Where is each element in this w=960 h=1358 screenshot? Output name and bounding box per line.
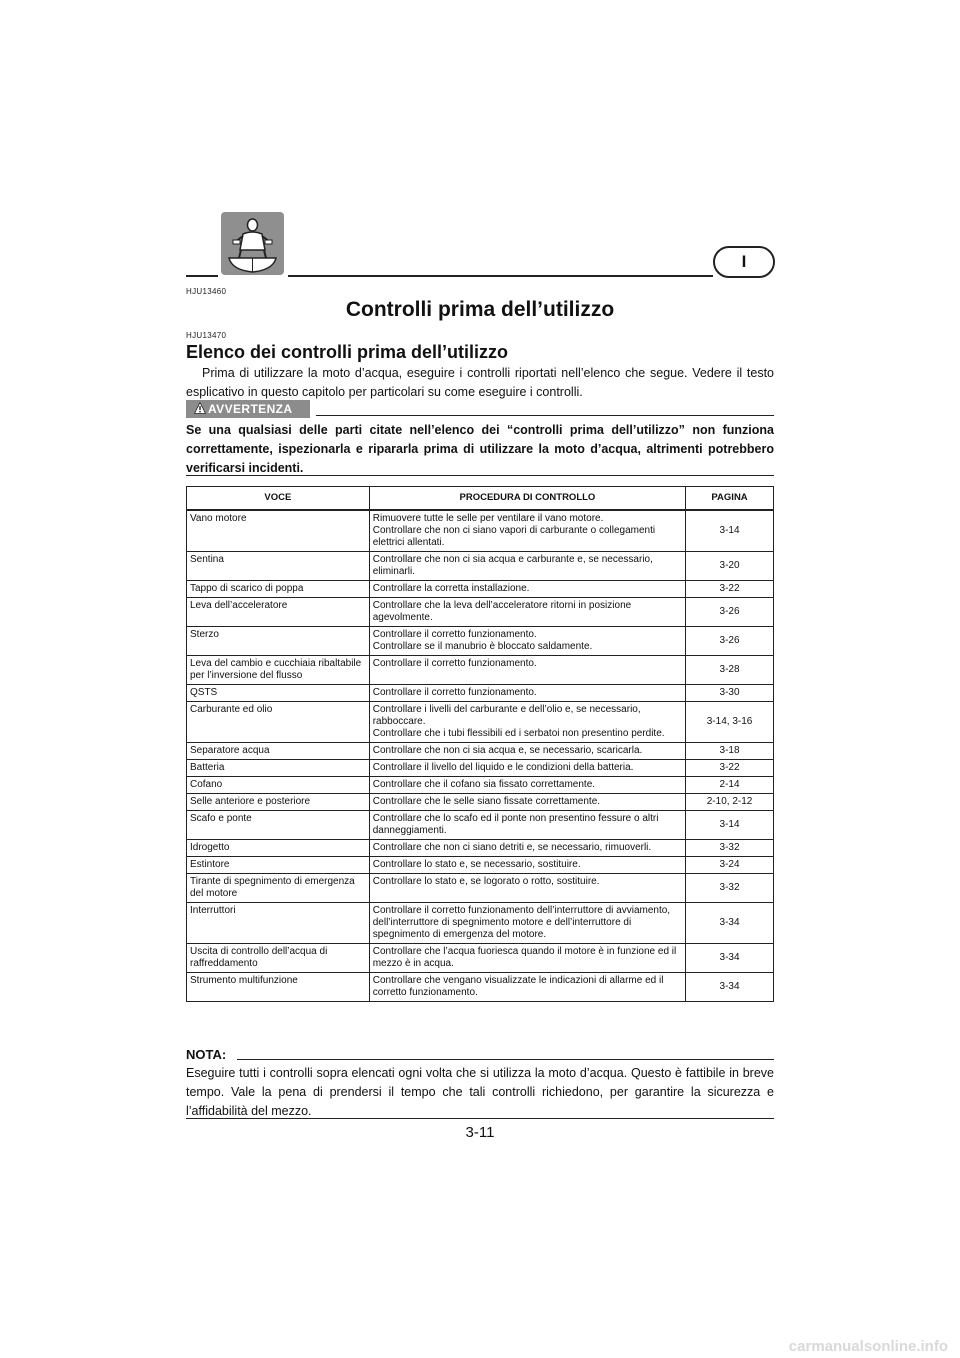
row-item-cell: Estintore [187, 857, 370, 874]
table-row [187, 627, 774, 656]
row-page-cell: 3-22 [686, 581, 774, 598]
table-row [187, 811, 774, 840]
header-pagina: PAGINA [686, 487, 774, 511]
checklist-table [186, 486, 774, 1002]
nota-label: NOTA: [186, 1047, 227, 1062]
table-row [187, 874, 774, 903]
row-page-cell: 3-18 [686, 743, 774, 760]
row-procedure-cell: Controllare la corretta installazione. [369, 581, 685, 598]
row-procedure-cell: Controllare lo stato e, se logorato o rotto, sostituire. [369, 874, 685, 903]
row-page-cell: 3-34 [686, 903, 774, 944]
row-item-cell: Uscita di controllo dell’acqua di raffreddamento [187, 944, 370, 973]
row-page-cell: 3-32 [686, 840, 774, 857]
row-page-cell: 3-32 [686, 874, 774, 903]
row-item-cell: Tirante di spegnimento di emergenza del motore [187, 874, 370, 903]
title-code: HJU13460 [186, 287, 227, 296]
row-procedure-cell: Controllare che il cofano sia fissato correttamente. [369, 777, 685, 794]
table-row [187, 944, 774, 973]
table-row [187, 794, 774, 811]
row-procedure-cell: Controllare il livello del liquido e le condizioni della batteria. [369, 760, 685, 777]
row-page-cell: 3-22 [686, 760, 774, 777]
row-procedure-cell: Controllare il corretto funzionamento. Controllare se il manubrio è bloccato saldamente. [369, 627, 685, 656]
row-page-cell: 3-24 [686, 857, 774, 874]
table-row [187, 656, 774, 685]
row-procedure-cell: Controllare che lo scafo ed il ponte non presentino fessure o altri danneggiamenti. [369, 811, 685, 840]
language-badge: I [713, 246, 775, 278]
row-page-cell: 3-28 [686, 656, 774, 685]
warning-badge [186, 400, 310, 418]
page-title: Controlli prima dell’utilizzo [345, 298, 615, 321]
header-rule-left [186, 275, 218, 277]
table-row [187, 857, 774, 874]
header-rule [288, 275, 713, 277]
nota-rule [237, 1059, 774, 1060]
row-item-cell: Selle anteriore e posteriore [187, 794, 370, 811]
row-item-cell: Strumento multifunzione [187, 973, 370, 1002]
section-title: Elenco dei controlli prima dell’utilizzo [186, 342, 509, 362]
rider-icon [221, 212, 284, 275]
warning-label: AVVERTENZA [208, 402, 293, 416]
table-row [187, 598, 774, 627]
table-row [187, 743, 774, 760]
row-procedure-cell: Controllare che non ci sia acqua e carburante e, se necessario, eliminarli. [369, 552, 685, 581]
row-procedure-cell: Controllare che l’acqua fuoriesca quando il motore è in funzione ed il mezzo è in acqua. [369, 944, 685, 973]
page-number: 3-11 [465, 1124, 495, 1141]
row-page-cell: 3-14, 3-16 [686, 702, 774, 743]
row-item-cell: Cofano [187, 777, 370, 794]
nota-text: Eseguire tutti i controlli sopra elencati ogni volta che si utilizza la moto d’acqua. Questo è fattibile in breve tempo. Vale la pena di prendersi il tempo che tali controlli richiedono, per garantire la sicurezza e l’affidabilità del mezzo. [186, 1066, 774, 1118]
row-item-cell: Separatore acqua [187, 743, 370, 760]
table-row [187, 903, 774, 944]
row-procedure-cell: Controllare che non ci sia acqua e, se necessario, scaricarla. [369, 743, 685, 760]
table-row [187, 685, 774, 702]
row-page-cell: 3-26 [686, 598, 774, 627]
intro-paragraph: Prima di utilizzare la moto d’acqua, eseguire i controlli riportati nell’elenco che segue. Vedere il testo esplicativo in questo capitolo per particolari su come eseguire i controlli. [186, 366, 774, 399]
row-page-cell: 3-14 [686, 510, 774, 552]
row-page-cell: 3-14 [686, 811, 774, 840]
row-item-cell: Idrogetto [187, 840, 370, 857]
row-procedure-cell: Controllare che vengano visualizzate le indicazioni di allarme ed il corretto funzionamento. [369, 973, 685, 1002]
row-procedure-cell: Controllare il corretto funzionamento. [369, 656, 685, 685]
row-page-cell: 3-30 [686, 685, 774, 702]
warning-bottom-rule [186, 475, 774, 476]
row-page-cell: 3-20 [686, 552, 774, 581]
row-item-cell: Batteria [187, 760, 370, 777]
row-item-cell: QSTS [187, 685, 370, 702]
table-row [187, 581, 774, 598]
row-page-cell: 3-26 [686, 627, 774, 656]
row-procedure-cell: Rimuovere tutte le selle per ventilare il vano motore. Controllare che non ci siano vapori di carburante o collegamenti elettrici allentati. [369, 510, 685, 552]
row-item-cell: Interruttori [187, 903, 370, 944]
row-item-cell: Leva del cambio e cucchiaia ribaltabile per l’inversione del flusso [187, 656, 370, 685]
header-voce: VOCE [187, 487, 370, 511]
section-code: HJU13470 [186, 331, 227, 340]
warning-rule [316, 415, 774, 416]
table-row [187, 552, 774, 581]
watermark: carmanualsonline.info [788, 1338, 948, 1355]
row-item-cell: Tappo di scarico di poppa [187, 581, 370, 598]
row-procedure-cell: Controllare il corretto funzionamento dell’interruttore di avviamento, dell’interruttore di spegnimento motore e dell’interruttore di spegnimento di emergenza del motore. [369, 903, 685, 944]
row-procedure-cell: Controllare lo stato e, se necessario, sostituire. [369, 857, 685, 874]
warning-text: Se una qualsiasi delle parti citate nell’elenco dei “controlli prima dell’utilizzo” non funziona correttamente, ispezionarla e ripararla prima di utilizzare la moto d’acqua, altrimenti potrebbero verificarsi incidenti. [186, 423, 774, 475]
table-row [187, 777, 774, 794]
table-row [187, 760, 774, 777]
row-item-cell: Carburante ed olio [187, 702, 370, 743]
row-item-cell: Scafo e ponte [187, 811, 370, 840]
row-page-cell: 2-10, 2-12 [686, 794, 774, 811]
table-header-row [187, 487, 774, 511]
warning-triangle-icon [194, 402, 206, 414]
row-item-cell: Sentina [187, 552, 370, 581]
row-procedure-cell: Controllare il corretto funzionamento. [369, 685, 685, 702]
row-page-cell: 3-34 [686, 973, 774, 1002]
header-procedura: PROCEDURA DI CONTROLLO [369, 487, 685, 511]
table-row [187, 973, 774, 1002]
row-item-cell: Leva dell’acceleratore [187, 598, 370, 627]
row-procedure-cell: Controllare che non ci siano detriti e, se necessario, rimuoverli. [369, 840, 685, 857]
row-page-cell: 3-34 [686, 944, 774, 973]
row-item-cell: Sterzo [187, 627, 370, 656]
row-page-cell: 2-14 [686, 777, 774, 794]
row-procedure-cell: Controllare che la leva dell’acceleratore ritorni in posizione agevolmente. [369, 598, 685, 627]
table-row [187, 702, 774, 743]
row-procedure-cell: Controllare i livelli del carburante e dell’olio e, se necessario, rabboccare. Controllare che i tubi flessibili ed i serbatoi non presentino perdite. [369, 702, 685, 743]
table-row [187, 840, 774, 857]
table-row [187, 510, 774, 552]
row-item-cell: Vano motore [187, 510, 370, 552]
row-procedure-cell: Controllare che le selle siano fissate correttamente. [369, 794, 685, 811]
nota-bottom-rule [186, 1118, 774, 1119]
